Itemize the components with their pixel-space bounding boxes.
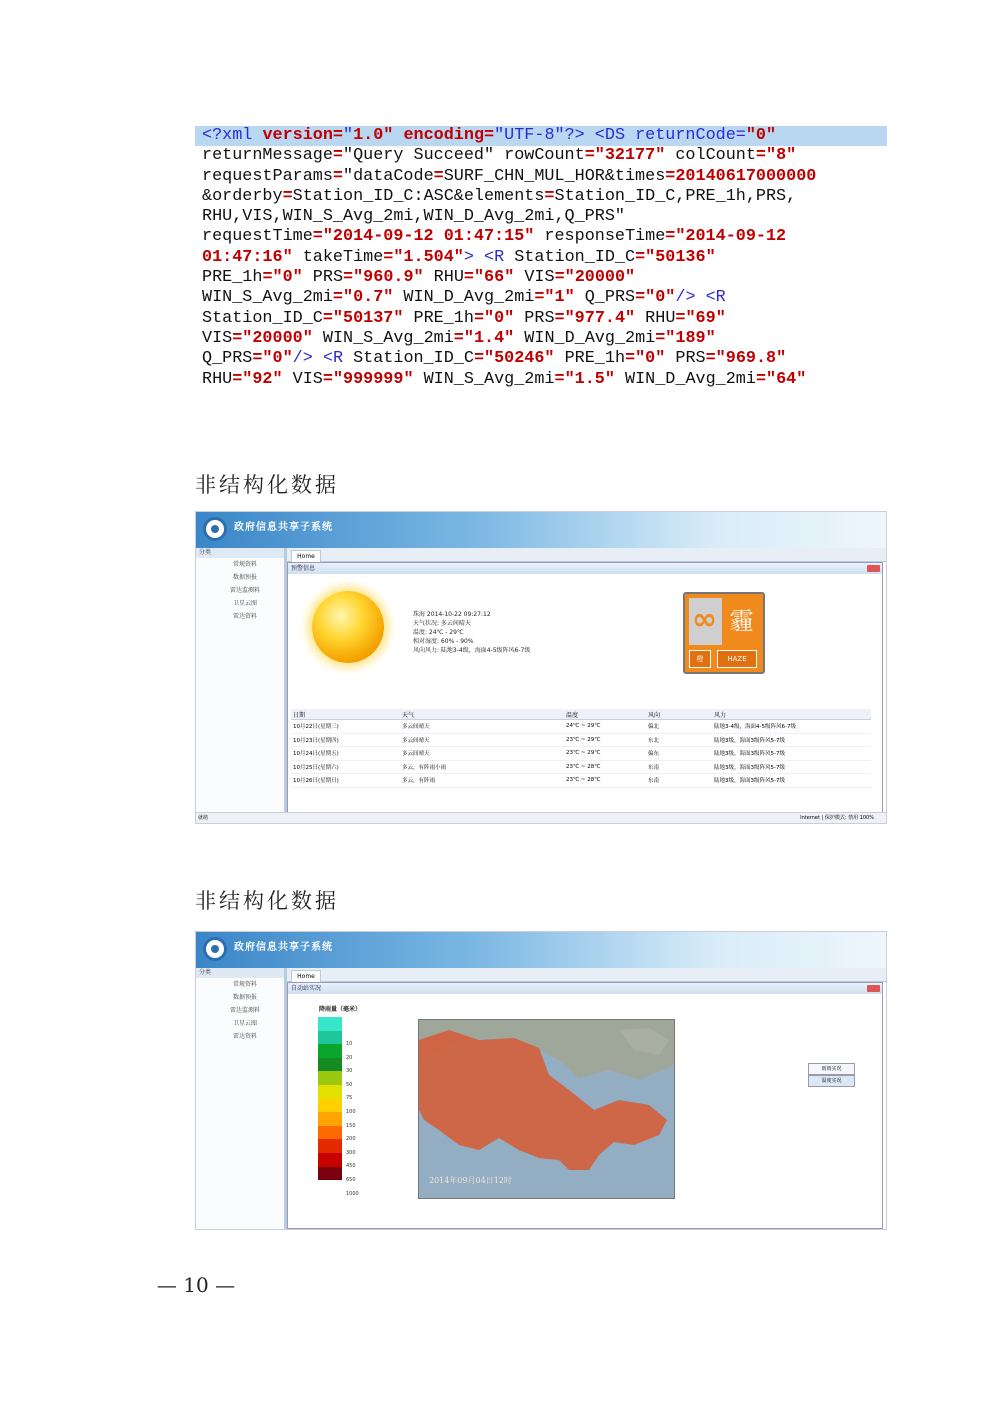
map-time: 2014年09月04日12时 <box>429 1176 512 1185</box>
legend-value: 650 <box>346 1177 356 1183</box>
temp-obs-button[interactable]: 温度实况 <box>808 1075 855 1087</box>
legend-swatch <box>318 1139 342 1153</box>
rain-map[interactable] <box>418 1019 675 1199</box>
warning-label: HAZE <box>717 650 757 668</box>
table-cell: 偏东 <box>646 747 712 761</box>
legend-value: 50 <box>346 1081 353 1088</box>
legend-swatch <box>318 1085 342 1099</box>
xml-line: Station_ID_C="50137" PRE_1h="0" PRS="977.4" RHU="69" <box>202 308 726 328</box>
sidebar <box>196 548 287 813</box>
sun-icon <box>312 591 384 663</box>
table-cell: 10月24日(星期五) <box>291 747 400 761</box>
map-image <box>419 1020 674 1198</box>
legend-swatch <box>318 1031 342 1045</box>
legend-swatch <box>318 1044 342 1058</box>
rainmap-screenshot <box>195 931 887 1230</box>
table-row <box>291 747 871 761</box>
table-cell: 23℃ ~ 29℃ <box>564 733 646 747</box>
haze-symbol-icon <box>689 598 722 645</box>
app-logo-icon <box>203 517 227 541</box>
xml-line: requestParams="dataCode=SURF_CHN_MUL_HOR&times=20140617000000 <box>202 166 817 186</box>
table-cell: 23℃ ~ 28℃ <box>564 774 646 788</box>
legend-swatch <box>318 1017 342 1031</box>
table-cell: 24℃ ~ 29℃ <box>564 720 646 734</box>
panel-close-icon[interactable] <box>867 565 880 572</box>
table-cell: 多云间晴天 <box>400 747 564 761</box>
col-header: 日期 <box>291 709 400 720</box>
temperature: 温度: 24℃ - 29℃ <box>413 629 464 636</box>
legend-value: 30 <box>346 1068 353 1075</box>
status-left: 就绪 <box>198 815 209 821</box>
rain-legend <box>318 1017 359 1197</box>
sidebar-item[interactable]: 数据预报 <box>232 994 257 1001</box>
table-cell: 陆地3级，海面3级阵风5-7级 <box>712 733 871 747</box>
rainmap-panel <box>287 982 883 1229</box>
sidebar-header: 分类 <box>196 968 284 978</box>
legend-value: 10 <box>346 1041 353 1047</box>
panel-title: 自动站实况 <box>288 983 882 994</box>
city-time: 珠海 2014-10-22 09:27:12 <box>413 611 491 618</box>
xml-line: VIS="20000" WIN_S_Avg_2mi="1.4" WIN_D_Avg_2mi="189" <box>202 328 716 348</box>
table-row <box>291 733 871 747</box>
table-cell: 多云，有阵雨小雨 <box>400 760 564 774</box>
status-right: Internet | 保护模式: 禁用 100% <box>800 815 874 821</box>
xml-line: 01:47:16" takeTime="1.504"> <R Station_ID_C="50136" <box>202 247 716 267</box>
table-cell: 偏北 <box>646 720 712 734</box>
sidebar-item[interactable]: 常规资料 <box>232 561 257 568</box>
page-number: — 10 — <box>156 1273 236 1297</box>
xml-line: Q_PRS="0"/> <R Station_ID_C="50246" PRE_1h="0" PRS="969.8" <box>202 349 787 369</box>
col-header: 天气 <box>400 709 564 720</box>
sidebar-item[interactable]: 雷达监测料 <box>229 1007 260 1014</box>
legend-swatch <box>318 1099 342 1113</box>
section-title-unstructured-2: 非结构化数据 <box>195 889 339 913</box>
sidebar-item[interactable]: 卫星云图 <box>232 600 257 607</box>
sidebar-header: 分类 <box>196 548 284 558</box>
app-banner <box>196 512 886 548</box>
xml-line: &orderby=Station_ID_C:ASC&elements=Station_ID_C,PRE_1h,PRS, <box>202 186 797 206</box>
table-row <box>291 774 871 788</box>
sidebar-item[interactable]: 常规资料 <box>232 981 257 988</box>
tab-bar <box>287 548 886 562</box>
table-cell: 23℃ ~ 28℃ <box>564 760 646 774</box>
legend-value: 100 <box>346 1109 356 1115</box>
legend-value: 20 <box>346 1054 353 1061</box>
sidebar-item[interactable]: 数据预报 <box>232 574 257 581</box>
table-cell: 23℃ ~ 29℃ <box>564 747 646 761</box>
table-cell: 东北 <box>646 733 712 747</box>
table-cell: 陆地3级，海面3级阵风5-7级 <box>712 760 871 774</box>
sidebar-item[interactable]: 卫星云图 <box>232 1020 257 1027</box>
xml-line: <?xml version="1.0" encoding="UTF-8"?> <DS returnCode="0" <box>195 126 887 146</box>
legend-swatch <box>318 1126 342 1140</box>
app-logo-icon <box>203 937 227 961</box>
status-bar <box>196 812 886 823</box>
tab-home[interactable]: Home <box>291 550 321 562</box>
legend-swatch <box>318 1167 342 1181</box>
legend-value: 200 <box>346 1136 356 1143</box>
table-cell: 10月25日(星期六) <box>291 760 400 774</box>
xml-code-block <box>195 126 887 398</box>
legend-value: 450 <box>346 1163 356 1170</box>
warning-level: 橙 <box>689 650 711 668</box>
table-cell: 陆地3-4级，海面4-5级阵风6-7级 <box>712 720 871 734</box>
weather-status: 天气状况: 多云间晴天 <box>413 620 471 627</box>
col-header: 风向 <box>646 709 712 720</box>
app-banner <box>196 932 886 968</box>
legend-swatch <box>318 1153 342 1167</box>
legend-swatch <box>318 1058 342 1072</box>
table-cell: 多云间晴天 <box>400 720 564 734</box>
panel-title: 预警信息 <box>288 563 882 574</box>
app-title: 政府信息共享子系统 <box>234 522 333 533</box>
forecast-panel <box>287 562 883 813</box>
legend-value: 75 <box>346 1095 353 1102</box>
forecast-screenshot <box>195 511 887 824</box>
legend-value: 1000 <box>346 1190 359 1197</box>
xml-line: requestTime="2014-09-12 01:47:15" responseTime="2014-09-12 <box>202 227 787 247</box>
sidebar-item[interactable]: 雷达监测料 <box>229 587 260 594</box>
xml-line: RHU="92" VIS="999999" WIN_S_Avg_2mi="1.5" WIN_D_Avg_2mi="64" <box>202 369 807 389</box>
weather-info <box>413 610 530 655</box>
humidity: 相对湿度: 60% - 90% <box>413 638 474 645</box>
legend-value: 150 <box>346 1122 356 1129</box>
table-row <box>291 760 871 774</box>
legend-value: 300 <box>346 1149 356 1156</box>
legend-swatch <box>318 1112 342 1126</box>
table-cell: 东南 <box>646 760 712 774</box>
wind: 风向风力: 陆地3-4级，海面4-5级阵风6-7级 <box>413 647 531 654</box>
table-cell: 10月26日(星期日) <box>291 774 400 788</box>
tab-home[interactable]: Home <box>291 970 321 982</box>
xml-line: WIN_S_Avg_2mi="0.7" WIN_D_Avg_2mi="1" Q_PRS="0"/> <R <box>202 288 726 308</box>
xml-line: PRE_1h="0" PRS="960.9" RHU="66" VIS="20000" <box>202 268 636 288</box>
table-cell: 陆地3级，海面3级阵风5-7级 <box>712 747 871 761</box>
table-cell: 10月23日(星期四) <box>291 733 400 747</box>
section-title-unstructured-1: 非结构化数据 <box>195 473 339 497</box>
xml-line: returnMessage="Query Succeed" rowCount="32177" colCount="8" <box>202 146 797 166</box>
forecast-table <box>291 709 871 788</box>
sidebar-item[interactable]: 雷达资料 <box>232 613 257 620</box>
haze-warning-icon <box>683 592 765 674</box>
table-row <box>291 720 871 734</box>
sidebar-item[interactable]: 雷达资料 <box>232 1033 257 1040</box>
app-title: 政府信息共享子系统 <box>234 942 333 953</box>
table-cell: 多云，有阵雨 <box>400 774 564 788</box>
col-header: 温度 <box>564 709 646 720</box>
col-header: 风力 <box>712 709 871 720</box>
legend-title: 降雨量（毫米） <box>319 1006 362 1013</box>
tab-bar <box>287 968 886 982</box>
table-cell: 多云间晴天 <box>400 733 564 747</box>
rain-obs-button[interactable]: 雨雨实况 <box>808 1063 855 1075</box>
panel-close-icon[interactable] <box>867 985 880 992</box>
table-cell: 10月22日(星期三) <box>291 720 400 734</box>
legend-swatch <box>318 1071 342 1085</box>
sidebar <box>196 968 287 1229</box>
table-cell: 东南 <box>646 774 712 788</box>
table-cell: 陆地3级，海面3级阵风5-7级 <box>712 774 871 788</box>
haze-char: 霾 <box>725 598 758 645</box>
xml-line: RHU,VIS,WIN_S_Avg_2mi,WIN_D_Avg_2mi,Q_PRS" <box>202 207 625 227</box>
